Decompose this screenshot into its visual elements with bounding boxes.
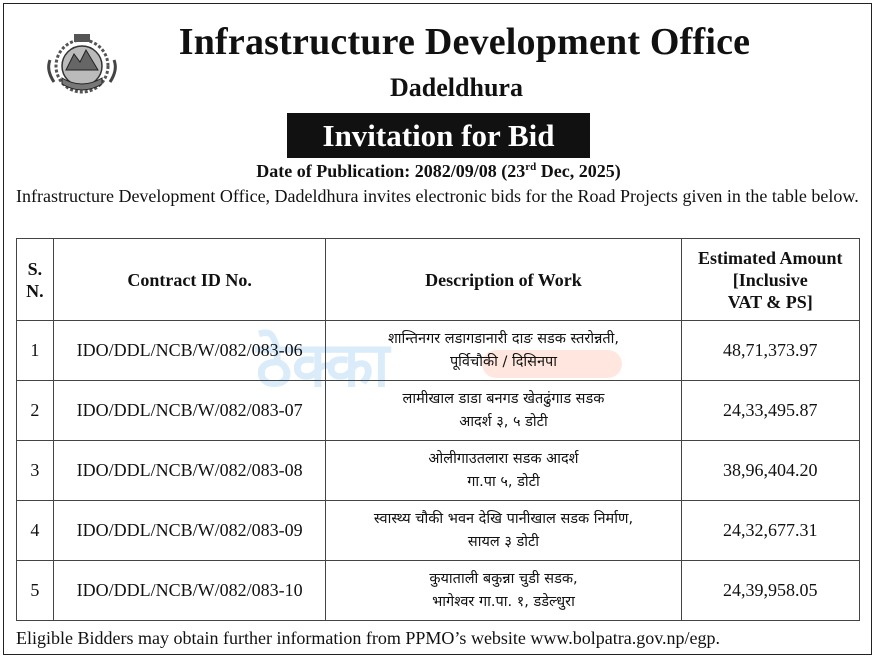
watermark-text: ठेक्का: [256, 328, 390, 401]
row-description: लामीखाल डाडा बनगड खेतढुंगाड सडक आदर्श ३, ५ डोटी: [326, 381, 681, 441]
table-row: [17, 381, 860, 441]
row-amount: 24,39,958.05: [681, 561, 859, 621]
footer-note: Eligible Bidders may obtain further information from PPMO’s website www.bolpatra.gov.np/egp.: [16, 628, 721, 648]
title-banner: Invitation for Bid: [287, 113, 590, 158]
row-amount: 24,32,677.31: [681, 501, 859, 561]
table-row: [17, 441, 860, 501]
row-sn: 2: [17, 381, 54, 441]
row-sn: 5: [17, 561, 54, 621]
row-contract-id: IDO/DDL/NCB/W/082/083-10: [53, 561, 326, 621]
row-contract-id: IDO/DDL/NCB/W/082/083-08: [53, 441, 326, 501]
row-description: शान्तिनगर लडागडानारी दाङ सडक स्तरोन्नती, पूर्विचौकी / दिसिनपा: [326, 321, 681, 381]
table-row: [17, 561, 860, 621]
header-sn: S. N.: [17, 239, 54, 321]
table-row: [17, 501, 860, 561]
row-contract-id: IDO/DDL/NCB/W/082/083-06: [53, 321, 326, 381]
row-sn: 4: [17, 501, 54, 561]
row-amount: 48,71,373.97: [681, 321, 859, 381]
row-description: स्वास्थ्य चौकी भवन देखि पानीखाल सडक निर्माण, सायल ३ डोटी: [326, 501, 681, 561]
bid-table: [16, 238, 860, 621]
row-contract-id: IDO/DDL/NCB/W/082/083-07: [53, 381, 326, 441]
row-sn: 3: [17, 441, 54, 501]
header-contract-id: Contract ID No.: [53, 239, 326, 321]
header-amount: Estimated Amount [Inclusive VAT & PS]: [681, 239, 859, 321]
row-amount: 24,33,495.87: [681, 381, 859, 441]
header-description: Description of Work: [326, 239, 681, 321]
table-row: [17, 321, 860, 381]
office-name: Infrastructure Development Office: [178, 21, 751, 63]
row-description: ओलीगाउतलारा सडक आदर्श गा.पा ५, डोटी: [326, 441, 681, 501]
row-contract-id: IDO/DDL/NCB/W/082/083-09: [53, 501, 326, 561]
table-header-row: [17, 239, 860, 321]
row-description: कुयाताली बकुन्ना चुडी सडक, भागेश्वर गा.पा. १, डडेल्धुरा: [326, 561, 681, 621]
district-name: Dadeldhura: [390, 73, 523, 102]
publication-date: Date of Publication: 2082/09/08 (23rd Dec, 2025): [256, 161, 621, 181]
intro-paragraph: Infrastructure Development Office, Dadeldhura invites electronic bids for the Road Projects given in the table below.: [16, 186, 859, 206]
row-amount: 38,96,404.20: [681, 441, 859, 501]
row-sn: 1: [17, 321, 54, 381]
bid-notice: [3, 3, 872, 655]
